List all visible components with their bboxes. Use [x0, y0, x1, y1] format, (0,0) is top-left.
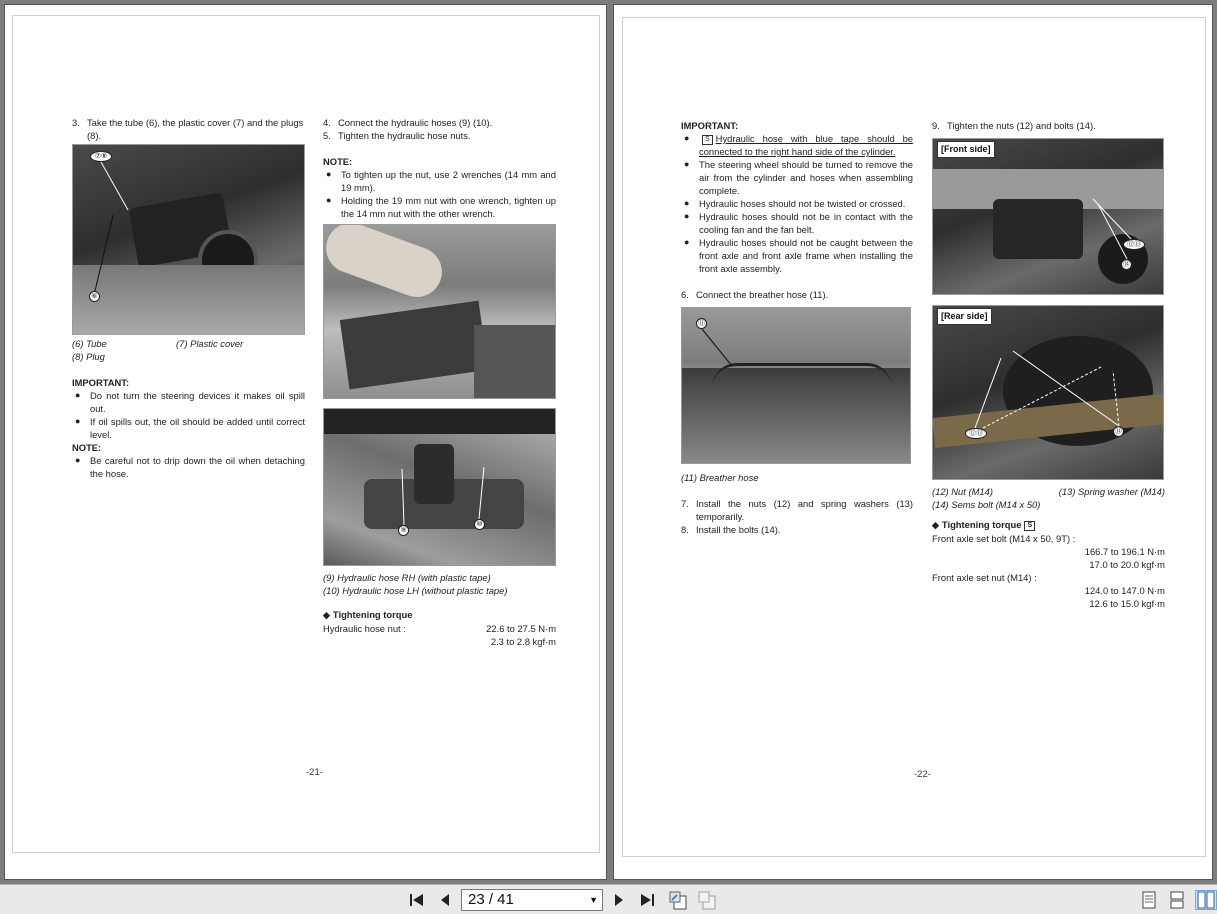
callout-7-8: ⑦⑧ — [90, 151, 112, 162]
step-8 — [681, 523, 913, 536]
caption-tube: (6) Tube — [72, 338, 107, 349]
note-heading: NOTE: — [72, 442, 102, 453]
next-page-icon — [612, 892, 626, 908]
leader-lines — [933, 306, 1164, 480]
caption-hose-rh: (9) Hydraulic hose RH (with plastic tape) — [323, 572, 491, 583]
front-side-tag: [Front side] — [937, 141, 995, 158]
important-heading: IMPORTANT: — [681, 120, 739, 131]
callout-14: ⑭ — [1123, 261, 1130, 268]
step-9 — [932, 119, 1165, 132]
nut-kgf: 12.6 to 15.0 kgf·m — [1089, 598, 1165, 609]
torque-heading-text: Tightening torque — [941, 519, 1022, 530]
leader-lines — [933, 139, 1164, 295]
last-page-icon — [638, 892, 656, 908]
continuous-page-button[interactable] — [1166, 890, 1188, 910]
bullet-icon: ● — [684, 198, 690, 208]
bullet-icon: ● — [684, 133, 690, 143]
page-22 — [613, 4, 1213, 880]
bullet-text: To tighten up the nut, use 2 wrenches (14 mm and 19 mm). — [341, 169, 556, 193]
bullet-icon: ● — [684, 237, 690, 247]
step-text: Take the tube (6), the plastic cover (7) and the plugs (8). — [87, 117, 304, 141]
tube-photo — [72, 144, 305, 335]
diamond-icon: ◆ — [323, 610, 330, 620]
step-number: 6. — [681, 289, 689, 300]
step-text: Install the bolts (14). — [696, 524, 781, 535]
bullet-text: Hydraulic hoses should not be caught between the front axle and front axle frame when installing the front axle assembly. — [699, 237, 913, 274]
page-21 — [4, 4, 607, 880]
page-number: -21- — [306, 767, 323, 778]
diamond-icon: ◆ — [932, 520, 939, 530]
bullet-text: Do not turn the steering devices it makes oil spill out. — [90, 390, 305, 414]
bullet-text: The steering wheel should be turned to remove the air from the cylinder and hoses when assembling complete. — [699, 159, 913, 196]
torque-nm: 22.6 to 27.5 N·m — [486, 623, 556, 634]
right-page-column-1 — [681, 119, 913, 536]
caption-bolt: (14) Sems bolt (M14 x 50) — [932, 499, 1041, 510]
bullet-text: Holding the 19 mm nut with one wrench, tighten up the 14 mm nut with the other wrench. — [341, 195, 556, 219]
bullet-icon: ● — [684, 211, 690, 221]
torque-kgf: 2.3 to 2.8 kgf·m — [490, 636, 556, 647]
bracket-shape — [340, 301, 488, 390]
callout-10: ⑩ — [474, 519, 485, 530]
important-heading: IMPORTANT: — [72, 377, 130, 388]
caption-row — [932, 485, 1165, 498]
chevron-down-icon: ▼ — [589, 895, 598, 905]
bullet-icon: ● — [326, 169, 332, 179]
leader-lines — [324, 409, 556, 566]
fit-page-button[interactable] — [667, 890, 689, 910]
torque-heading — [932, 518, 1165, 532]
caption-breather: (11) Breather hose — [681, 472, 759, 483]
bullet-text: Hydraulic hoses should not be in contact with the cooling fan and the fan belt. — [699, 211, 913, 235]
prev-page-icon — [438, 892, 452, 908]
viewer-toolbar — [0, 884, 1217, 914]
note-item-2 — [323, 194, 556, 220]
bullet-icon: ● — [684, 159, 690, 169]
step-number: 7. — [681, 498, 689, 509]
arm-shape — [323, 224, 449, 304]
bullet-icon: ● — [75, 416, 81, 426]
torque-heading — [323, 608, 556, 622]
bullet-text: If oil spills out, the oil should be added until correct level. — [90, 416, 305, 440]
step-4 — [323, 116, 556, 129]
fit-page-icon — [668, 890, 688, 910]
step-3 — [72, 116, 305, 142]
bolt-label: Front axle set bolt (M14 x 50, 9T) : — [932, 533, 1076, 544]
torque-label: Hydraulic hose nut : — [323, 623, 406, 634]
important-item-3 — [681, 197, 913, 210]
step-text: Tighten the nuts (12) and bolts (14). — [947, 120, 1096, 131]
step-number: 3. — [72, 117, 80, 128]
single-page-icon — [1141, 891, 1157, 909]
rear-side-photo — [932, 305, 1164, 480]
s-badge-icon: S — [1024, 521, 1035, 531]
wrench-photo — [323, 224, 556, 399]
fit-width-button[interactable] — [696, 890, 718, 910]
bolt-kgf: 17.0 to 20.0 kgf·m — [1089, 559, 1165, 570]
callout-9: ⑨ — [398, 525, 409, 536]
page-number: -22- — [914, 769, 931, 780]
step-number: 4. — [323, 117, 331, 128]
callout-11: ⑪ — [698, 320, 705, 327]
first-page-icon — [408, 892, 426, 908]
bullet-icon: ● — [75, 455, 81, 465]
step-6 — [681, 288, 913, 301]
important-item-2 — [681, 158, 913, 197]
important-item-1 — [72, 389, 305, 415]
single-page-button[interactable] — [1138, 890, 1160, 910]
caption-row — [72, 337, 305, 350]
bullet-icon: ● — [75, 390, 81, 400]
right-page-column-2 — [932, 119, 1165, 610]
fit-width-icon — [697, 890, 717, 910]
nut-nm: 124.0 to 147.0 N·m — [1084, 585, 1165, 596]
torque-heading-text: Tightening torque — [332, 609, 413, 620]
step-number: 8. — [681, 524, 689, 535]
step-7 — [681, 497, 913, 523]
callout-6: ⑥ — [89, 291, 100, 302]
page-number-select[interactable] — [461, 889, 603, 911]
continuous-page-icon — [1169, 891, 1185, 909]
step-number: 5. — [323, 130, 331, 141]
two-page-icon — [1197, 891, 1215, 909]
last-page-button[interactable] — [636, 890, 658, 910]
first-page-button[interactable] — [406, 890, 428, 910]
note-item-1 — [323, 168, 556, 194]
bullet-text: Hydraulic hoses should not be twisted or crossed. — [699, 198, 906, 209]
caption-hose-lh: (10) Hydraulic hose LH (without plastic tape) — [323, 585, 508, 596]
note-heading: NOTE: — [323, 156, 353, 167]
prev-page-button[interactable] — [434, 890, 456, 910]
frame-shape — [474, 325, 556, 399]
important-item-1 — [681, 132, 913, 158]
underlined-text: Hydraulic hose with blue tape should be connected to the right hand side of the cylinder. — [699, 133, 913, 157]
page-indicator: 23 / 41 — [468, 891, 514, 908]
left-page-column-1 — [72, 116, 305, 480]
callout-14: ⑭ — [1115, 428, 1122, 435]
bullet-text: Be careful not to drip down the oil when detaching the hose. — [90, 455, 305, 479]
callout-12-13: ⑫⑬ — [965, 428, 987, 439]
step-text: Tighten the hydraulic hose nuts. — [338, 130, 471, 141]
step-text: Install the nuts (12) and spring washers (13) temporarily. — [696, 498, 913, 522]
leader-lines — [73, 145, 305, 335]
note-item-1 — [72, 454, 305, 480]
nut-label: Front axle set nut (M14) : — [932, 572, 1037, 583]
caption-washer: (13) Spring washer (M14) — [1058, 486, 1165, 497]
next-page-button[interactable] — [608, 890, 630, 910]
two-page-button[interactable] — [1195, 890, 1217, 910]
step-number: 9. — [932, 120, 940, 131]
caption-cover: (7) Plastic cover — [176, 338, 244, 349]
important-item-2 — [72, 415, 305, 441]
bolt-nm: 166.7 to 196.1 N·m — [1084, 546, 1165, 557]
left-page-column-2 — [323, 116, 556, 648]
step-5 — [323, 129, 556, 142]
breather-photo — [681, 307, 911, 464]
torque-row — [323, 622, 556, 635]
s-badge-icon: S — [702, 135, 713, 145]
callout-12-13: ⑫⑬ — [1123, 239, 1145, 250]
bullet-icon: ● — [326, 195, 332, 205]
important-item-5 — [681, 236, 913, 275]
step-text: Connect the breather hose (11). — [696, 289, 829, 300]
front-side-photo — [932, 138, 1164, 295]
leader-lines — [682, 308, 911, 464]
bullet-text — [699, 132, 913, 158]
caption-plug: (8) Plug — [72, 351, 105, 362]
important-item-4 — [681, 210, 913, 236]
step-text: Connect the hydraulic hoses (9) (10). — [338, 117, 493, 128]
rear-side-tag: [Rear side] — [937, 308, 992, 325]
hose-photo — [323, 408, 556, 566]
caption-nut: (12) Nut (M14) — [932, 486, 993, 497]
